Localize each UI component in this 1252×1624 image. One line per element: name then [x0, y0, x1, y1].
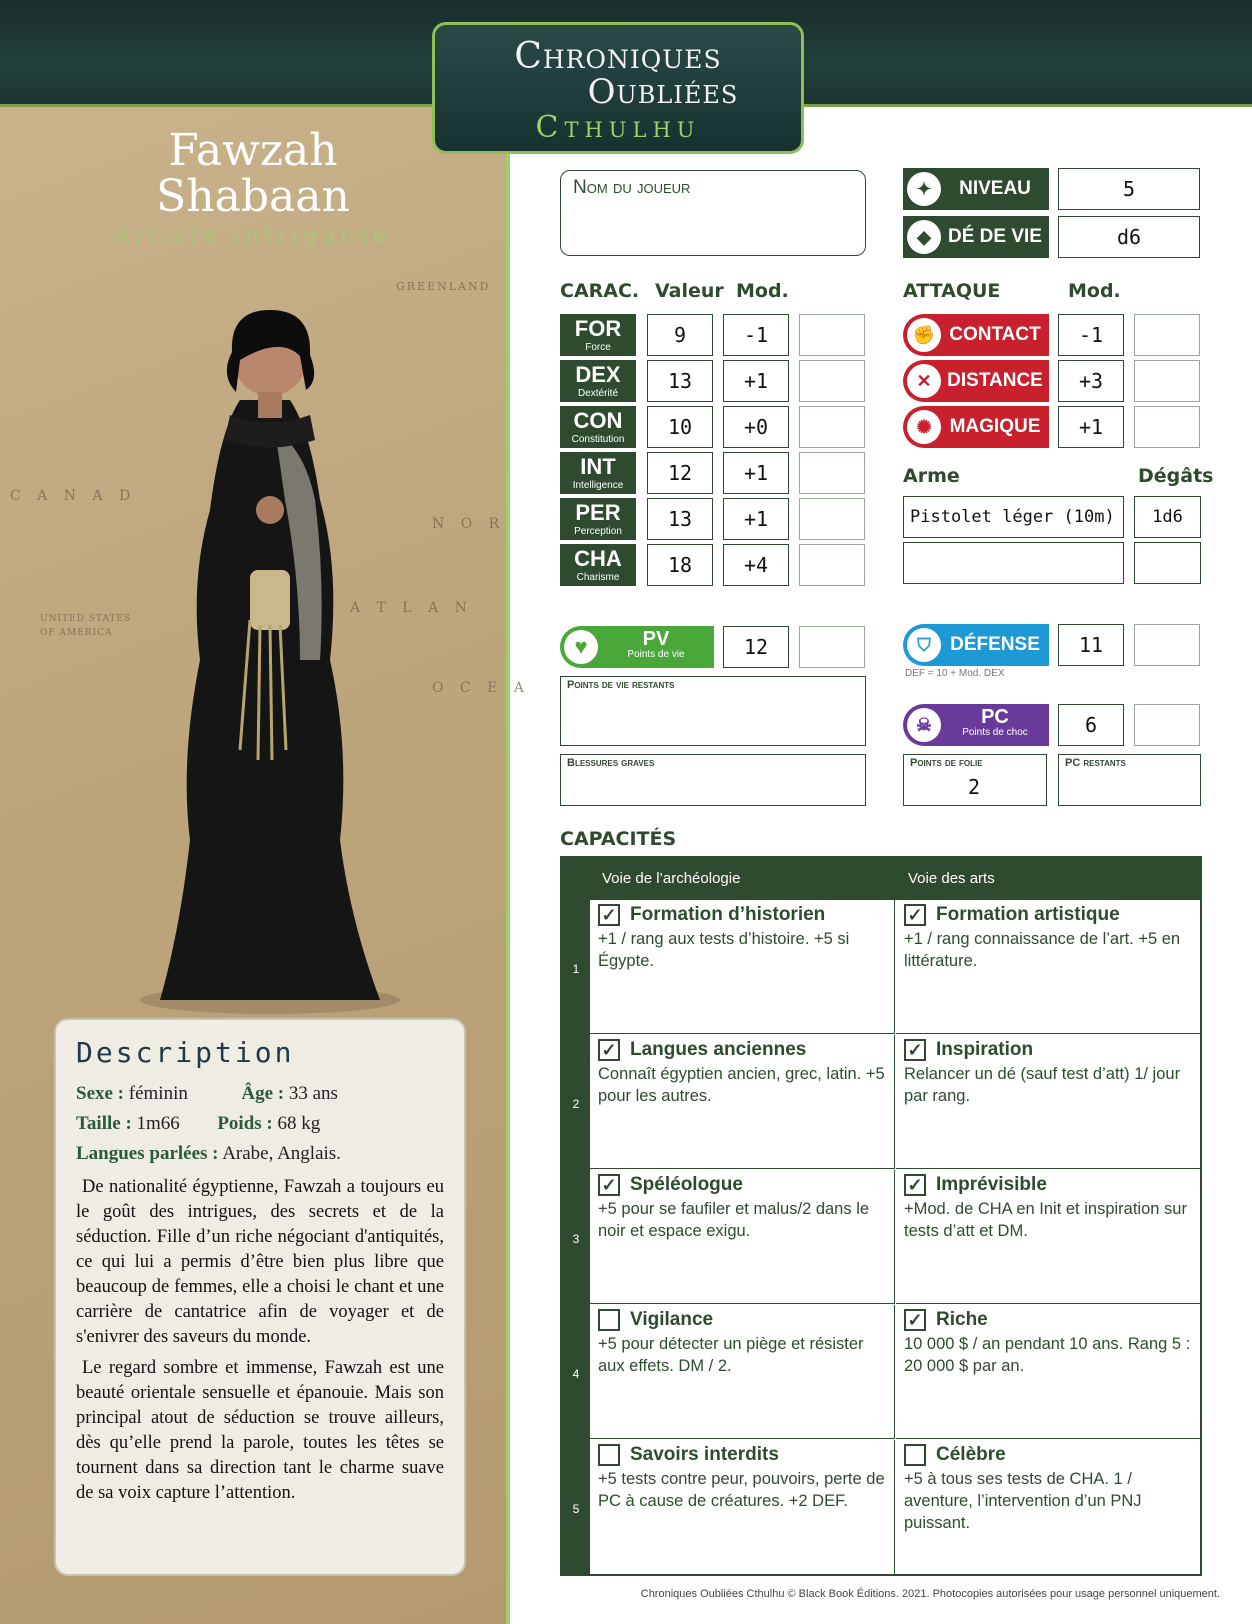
character-name: Fawzah Shabaan	[156, 125, 350, 222]
description-paragraph-1: De nationalité égyptienne, Fawzah a toujours eu le goût des intrigues, des secrets et de la séduction. Fille d’un riche négociant d'antiquités, ce qui lui a permis d’être bien plus libre que beaucoup de femmes, elle a choisi le chant et une carrière de cantatrice afin de voyager et de s'enivrer des saveurs du monde.	[76, 1177, 444, 1347]
carac-2-extra-box[interactable]	[799, 406, 865, 448]
map-label-north: N O R	[432, 516, 506, 532]
pc-value[interactable]: 6	[1058, 704, 1124, 746]
weapon-2-name[interactable]	[903, 542, 1124, 584]
defense-label: ⛉ DÉFENSE	[903, 624, 1049, 666]
capacite-checkbox[interactable]	[598, 1444, 620, 1466]
valeur-header: Valeur	[655, 280, 724, 302]
player-name-field[interactable]: Nom du joueur	[560, 170, 866, 256]
carac-0-mod[interactable]: -1	[723, 314, 789, 356]
capacite-2-1: ✓ Formation artistique +1 / rang connaissance de l’art. +5 en littérature.	[896, 900, 1200, 1034]
pv-label: ♥ PV Points de vie	[560, 626, 714, 668]
capacite-checkbox[interactable]: ✓	[904, 1039, 926, 1061]
weapon-2-damage[interactable]	[1134, 542, 1201, 584]
degats-header: Dégâts	[1138, 465, 1214, 487]
taille-poids-row: Taille : 1m66 Poids : 68 kg	[76, 1113, 321, 1134]
map-label-greenland: GREENLAND	[396, 280, 491, 293]
capacite-checkbox[interactable]: ✓	[904, 904, 926, 926]
carac-1-label: DEX Dextérité	[560, 360, 636, 402]
attack-1-extra-box[interactable]	[1134, 360, 1200, 402]
pv-extra-box[interactable]	[799, 626, 865, 668]
pv-remaining-field[interactable]: Points de vie restants	[560, 676, 866, 746]
voie-1-label: Voie de l’archéologie	[602, 870, 741, 887]
rank-4-label: 4	[572, 1367, 580, 1381]
fist-icon: ✊	[907, 318, 941, 352]
langues-row: Langues parlées : Arabe, Anglais.	[76, 1143, 341, 1164]
attack-1-label: ✕ DISTANCE	[903, 360, 1049, 402]
pc-label: ☠ PC Points de choc	[903, 704, 1049, 746]
capacite-1-3: ✓ Spéléologue +5 pour se faufiler et malus/2 dans le noir et espace exigu.	[590, 1170, 895, 1304]
map-label-atlantic: A T L A N	[350, 600, 473, 616]
capacite-1-4: Vigilance +5 pour détecter un piège et résister aux effets. DM / 2.	[590, 1305, 895, 1439]
carac-5-extra-box[interactable]	[799, 544, 865, 586]
capacite-2-4: ✓ Riche 10 000 $ / an pendant 10 ans. Rang 5 : 20 000 $ par an.	[896, 1305, 1200, 1439]
character-portrait	[120, 280, 420, 1020]
carac-1-extra-box[interactable]	[799, 360, 865, 402]
capacite-1-2: ✓ Langues anciennes Connaît égyptien ancien, grec, latin. +5 pour les autres.	[590, 1035, 895, 1169]
sexe-age-row: Sexe : féminin Âge : 33 ans	[76, 1083, 338, 1104]
niveau-value[interactable]: 5	[1058, 168, 1200, 210]
game-logo: Chroniques Oubliées Cthulhu	[432, 22, 804, 154]
dice-icon: ◆	[907, 220, 941, 254]
carac-4-value[interactable]: 13	[647, 498, 713, 540]
defense-extra-box[interactable]	[1134, 624, 1200, 666]
capacite-checkbox[interactable]: ✓	[598, 1174, 620, 1196]
shield-icon: ⛉	[907, 628, 941, 662]
defense-value[interactable]: 11	[1058, 624, 1124, 666]
capacite-checkbox[interactable]: ✓	[904, 1174, 926, 1196]
carac-3-label: INT Intelligence	[560, 452, 636, 494]
carac-5-value[interactable]: 18	[647, 544, 713, 586]
carac-5-mod[interactable]: +4	[723, 544, 789, 586]
capacite-2-5: Célèbre +5 à tous ses tests de CHA. 1 / aventure, l’intervention d’un PNJ puissant.	[904, 1444, 1142, 1532]
carac-header: CARAC.	[560, 280, 640, 302]
weapon-1-name[interactable]: Pistolet léger (10m)	[903, 496, 1124, 538]
niveau-label: ✦ NIVEAU	[903, 168, 1049, 210]
capacite-checkbox[interactable]: ✓	[598, 904, 620, 926]
carac-3-mod[interactable]: +1	[723, 452, 789, 494]
folie-field[interactable]: Points de folie 2	[903, 754, 1047, 806]
capacites-table	[560, 856, 1202, 1576]
carac-1-value[interactable]: 13	[647, 360, 713, 402]
footer-copyright: Chroniques Oubliées Cthulhu © Black Book Éditions. 2021. Photocopies autorisées pour usage personnel uniquement.	[640, 1588, 1220, 1600]
capacite-checkbox[interactable]: ✓	[904, 1309, 926, 1331]
capacite-checkbox[interactable]	[598, 1309, 620, 1331]
carac-4-mod[interactable]: +1	[723, 498, 789, 540]
map-label-ocean: O C E A	[432, 680, 530, 696]
left-panel-edge	[506, 107, 510, 1624]
pv-value[interactable]: 12	[723, 626, 789, 668]
rank-1-label: 1	[572, 962, 580, 976]
weapon-1-damage[interactable]: 1d6	[1134, 496, 1201, 538]
mod-header: Mod.	[736, 280, 789, 302]
defense-note: DEF = 10 + Mod. DEX	[905, 668, 1005, 679]
magic-icon: ✺	[907, 410, 941, 444]
carac-1-mod[interactable]: +1	[723, 360, 789, 402]
pc-extra-box[interactable]	[1134, 704, 1200, 746]
capacites-header	[562, 858, 1200, 900]
attack-1-mod[interactable]: +3	[1058, 360, 1124, 402]
rank-5-label: 5	[572, 1502, 580, 1516]
attack-2-label: ✺ MAGIQUE	[903, 406, 1049, 448]
attaque-header: ATTAQUE	[903, 280, 1001, 302]
carac-5-label: CHA Charisme	[560, 544, 636, 586]
capacite-1-1: ✓ Formation d’historien +1 / rang aux tests d’histoire. +5 si Égypte.	[590, 900, 895, 1034]
description-title: Description	[76, 1036, 295, 1069]
carac-3-extra-box[interactable]	[799, 452, 865, 494]
heart-icon: ♥	[564, 630, 598, 664]
carac-4-label: PER Perception	[560, 498, 636, 540]
description-panel	[54, 1018, 466, 1576]
carac-2-mod[interactable]: +0	[723, 406, 789, 448]
carac-2-value[interactable]: 10	[647, 406, 713, 448]
arme-header: Arme	[903, 465, 960, 487]
carac-3-value[interactable]: 12	[647, 452, 713, 494]
attack-2-mod[interactable]: +1	[1058, 406, 1124, 448]
rank-2-label: 2	[572, 1097, 580, 1111]
pc-restants-field[interactable]: PC restants	[1058, 754, 1201, 806]
de-de-vie-value[interactable]: d6	[1058, 216, 1200, 258]
attack-2-extra-box[interactable]	[1134, 406, 1200, 448]
carac-0-label: FOR Force	[560, 314, 636, 356]
carac-0-extra-box[interactable]	[799, 314, 865, 356]
attaque-mod-header: Mod.	[1068, 280, 1121, 302]
capacite-2-2: ✓ Inspiration Relancer un dé (sauf test d’att) 1/ jour par rang.	[896, 1035, 1200, 1169]
capacite-1-5: Savoirs interdits +5 tests contre peur, pouvoirs, perte de PC à cause de créatures. +2 DEF.	[590, 1440, 895, 1574]
pistols-icon: ✕	[907, 364, 941, 398]
character-subtitle: Artiste intrigante	[114, 224, 392, 249]
wounds-field[interactable]: Blessures graves	[560, 754, 866, 806]
skull-icon: ☠	[907, 708, 941, 742]
capacite-2-3: ✓ Imprévisible +Mod. de CHA en Init et inspiration sur tests d’att et DM.	[896, 1170, 1200, 1304]
rank-3-label: 3	[572, 1232, 580, 1246]
voie-2-label: Voie des arts	[908, 870, 995, 887]
de-de-vie-label: ◆ DÉ DE VIE	[903, 216, 1049, 258]
capacites-title: CAPACITÉS	[560, 828, 677, 850]
map-label-canada: C A N A D	[10, 488, 137, 504]
capacite-checkbox[interactable]	[904, 1444, 926, 1466]
attack-0-extra-box[interactable]	[1134, 314, 1200, 356]
attack-0-label: ✊ CONTACT	[903, 314, 1049, 356]
attack-0-mod[interactable]: -1	[1058, 314, 1124, 356]
carac-4-extra-box[interactable]	[799, 498, 865, 540]
description-paragraph-2: Le regard sombre et immense, Fawzah est une beauté orientale sensuelle et épanouie. Mais son principal atout de séduction se trouve ailleurs, dès qu’elle prend la parole, toutes les têtes se tournent dans sa direction tant le charme suave de sa voix capture l’attention.	[76, 1358, 444, 1503]
capacite-checkbox[interactable]: ✓	[598, 1039, 620, 1061]
map-label-usa: UNITED STATES OF AMERICA	[40, 614, 132, 638]
carac-0-value[interactable]: 9	[647, 314, 713, 356]
strength-icon: ✦	[907, 172, 941, 206]
carac-2-label: CON Constitution	[560, 406, 636, 448]
